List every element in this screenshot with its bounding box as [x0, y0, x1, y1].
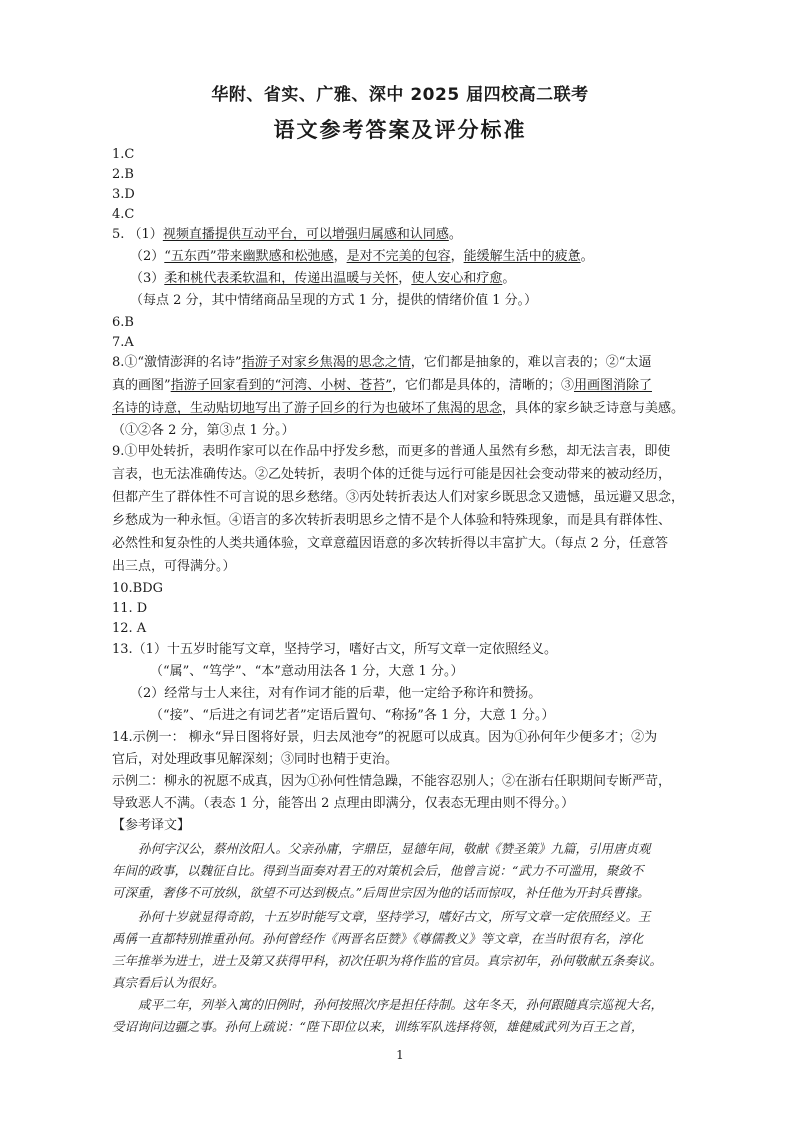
- answer-9-line-3: 但都产生了群体性不可言说的思乡愁绪。③丙处转折表达人们对家乡既思念又遗憾，虽远避又思念，: [112, 490, 685, 505]
- translation-p3-line-2: 受诏询问边疆之事。孙何上疏说：“陛下即位以来，训练军队选择将领，雄健威武列为百王之首，: [112, 1019, 644, 1034]
- answer-8-l2-b: ，它们都是具体的，清晰的；③: [391, 378, 574, 393]
- translation-p3-line-1: 咸平二年，列举入寓的旧例时，孙何按照次序是担任待制。这年冬天，孙何跟随真宗巡视大名，: [138, 997, 664, 1012]
- answer-9-line-1: 9.①甲处转折，表明作家可以在作品中抒发乡愁，而更多的普通人虽然有乡愁，却无法言表，即使: [112, 444, 671, 459]
- answer-8-l3-underlined: 名诗的诗意，生动贴切地写出了游子回乡的行为也破坏了焦渴的思念: [112, 401, 503, 416]
- answer-12: 12. A: [112, 621, 147, 636]
- answer-14-line-4: 导致恶人不满。（表态 1 分，能答出 2 点理由即满分，仅表态无理由则不得分。）: [112, 796, 575, 811]
- answer-4: 4.C: [112, 207, 135, 222]
- answer-8-l1-underlined: 指游子对家乡焦渴的思念之情: [241, 355, 411, 370]
- answer-14-line-2: 官后，对处理政事见解深刻；③同时也精于吏治。: [112, 752, 399, 767]
- answer-1: 1.C: [112, 147, 135, 162]
- answer-5c-underlined-1: 柔和桃代表柔软温和，传递出温暖与关怀: [164, 271, 399, 286]
- answer-5a-prefix: 5. （1）: [112, 227, 163, 242]
- answer-9-line-2: 言表，也无法准确传达。②乙处转折，表明个体的迁徙与远行可能是因社会变动带来的被动经历，: [112, 467, 672, 482]
- answer-8-l1-b: ，它们都是抽象的，难以言表的；②“太逼: [410, 355, 652, 370]
- translation-p1-line-1: 孙何字汉公，蔡州汝阳人。父亲孙庸，字鼎臣，显德年间，敬献《赞圣策》九篇，引用唐贞观: [138, 841, 651, 856]
- answer-3: 3.D: [112, 187, 135, 202]
- answer-8-line-3: [112, 400, 722, 418]
- answer-5b-prefix: （2）: [130, 249, 165, 264]
- answer-5b-suffix: 。: [580, 249, 594, 264]
- answer-8-l2-underlined-1: 指游子回家看到的“河湾、小树、苍苔”: [170, 378, 392, 393]
- answer-8-l2-a: 真的画图”: [112, 378, 171, 393]
- answer-5-scoring-note: （每点 2 分，其中情绪商品呈现的方式 1 分，提供的情绪价值 1 分。）: [130, 293, 538, 308]
- exam-title: 华附、省实、广雅、深中 2025 届四校高二联考: [211, 85, 589, 105]
- answer-5b-underlined-1: “五东西”带来幽默感和松弛感: [164, 249, 334, 264]
- answer-5a-underlined: 视频直播提供互动平台，可以增强归属感和认同感: [162, 227, 449, 242]
- answer-13-part-2-note: （“接”、“后进之有词艺者”定语后置句、“称扬”各 1 分，大意 1 分。）: [150, 708, 555, 723]
- answer-5b-underlined-3: 能缓解生活中的疲惫: [463, 249, 581, 264]
- answer-8-scoring-note: （①②各 2 分，第③点 1 分。）: [112, 423, 295, 438]
- reference-translation-heading: 【参考译文】: [112, 818, 191, 833]
- answer-10: 10.BDG: [112, 581, 164, 596]
- answer-8-l3-b: ，具体的家乡缺乏诗意与美感。: [502, 401, 685, 416]
- answer-5b-sep-1: ，: [333, 249, 347, 264]
- answer-14-line-1: 14.示例一： 柳永“异日图将好景，归去凤池夸”的祝愿可以成真。因为①孙何年少便多才；②为: [112, 730, 658, 745]
- answer-5b-sep-2: ，: [450, 249, 464, 264]
- answer-7: 7.A: [112, 335, 134, 350]
- answer-9-line-6: 出三点，可得满分。）: [112, 559, 236, 574]
- answer-13-part-2: （2）经常与士人来往，对有作词才能的后辈，他一定给予称许和赞扬。: [130, 686, 542, 701]
- answer-13-part-1: 13.（1）十五岁时能写文章，坚持学习，嗜好古文，所写文章一定依照经义。: [112, 642, 557, 657]
- answer-5-line-2: [130, 248, 740, 266]
- document-subtitle: 语文参考答案及评分标准: [273, 118, 527, 142]
- translation-p2-line-4: 真宗看后认为很好。: [112, 975, 225, 990]
- page-number: 1: [396, 1048, 404, 1062]
- translation-p2-line-3: 三年推举为进士，进士及第又获得甲科，初次任职为将作监的官员。真宗初年，孙何敬献五条奏议。: [112, 953, 663, 968]
- translation-p2-line-2: 禹偁一直都特别推重孙何。孙何曾经作《两晋名臣赞》《尊儒教义》等文章，在当时很有名，淳化: [112, 931, 644, 946]
- answer-5a-suffix: 。: [448, 227, 462, 242]
- answer-5c-suffix: 。: [502, 271, 516, 286]
- answer-14-line-3: 示例二：柳永的祝愿不成真，因为①孙何性情急躁，不能容忍别人；②在浙右任职期间专断严苛，: [112, 774, 672, 789]
- answer-2: 2.B: [112, 167, 134, 182]
- answer-5c-underlined-2: 使人安心和疗愈: [411, 271, 503, 286]
- answer-5-line-3: [130, 270, 740, 288]
- answer-6: 6.B: [112, 315, 134, 330]
- translation-p1-line-2: 年间的政事，以魏征自比。得到当面奏对君王的对策机会后，他曾言说：“武力不可滥用，聚敛不: [112, 863, 644, 878]
- answer-5c-sep: ，: [398, 271, 412, 286]
- answer-5c-prefix: （3）: [130, 271, 165, 286]
- answer-11: 11. D: [112, 601, 148, 616]
- translation-p2-line-1: 孙何十岁就显得奇韵，十五岁时能写文章，坚持学习，嗜好古文，所写文章一定依照经义。王: [138, 909, 651, 924]
- answer-8-line-2: [112, 377, 722, 395]
- answer-5b-underlined-2: 是对不完美的包容: [346, 249, 451, 264]
- answer-9-line-5: 必然性和复杂性的人类共通体验，文章意蕴因语意的多次转折得以丰富扩大。（每点 2 分，任意答: [112, 536, 669, 551]
- answer-8-l2-underlined-2: 用画图消除了: [573, 378, 652, 393]
- answer-5-line-1: [112, 226, 722, 244]
- translation-p1-line-3: 可深重，奢侈不可放纵，欲望不可达到极点。”后周世宗因为他的话而惊叹，补任他为开封兵曹掾。: [112, 885, 650, 900]
- answer-13-part-1-note: （“属”、“笃学”、“本”意动用法各 1 分，大意 1 分。）: [150, 664, 464, 679]
- answer-8-line-1: [112, 354, 722, 372]
- answer-9-line-4: 乡愁成为一种永恒。④语言的多次转折表明思乡之情不是个人体验和特殊现象，而是具有群体性、: [112, 513, 672, 528]
- answer-8-l1-a: 8.①“激情澎湃的名诗”: [112, 355, 242, 370]
